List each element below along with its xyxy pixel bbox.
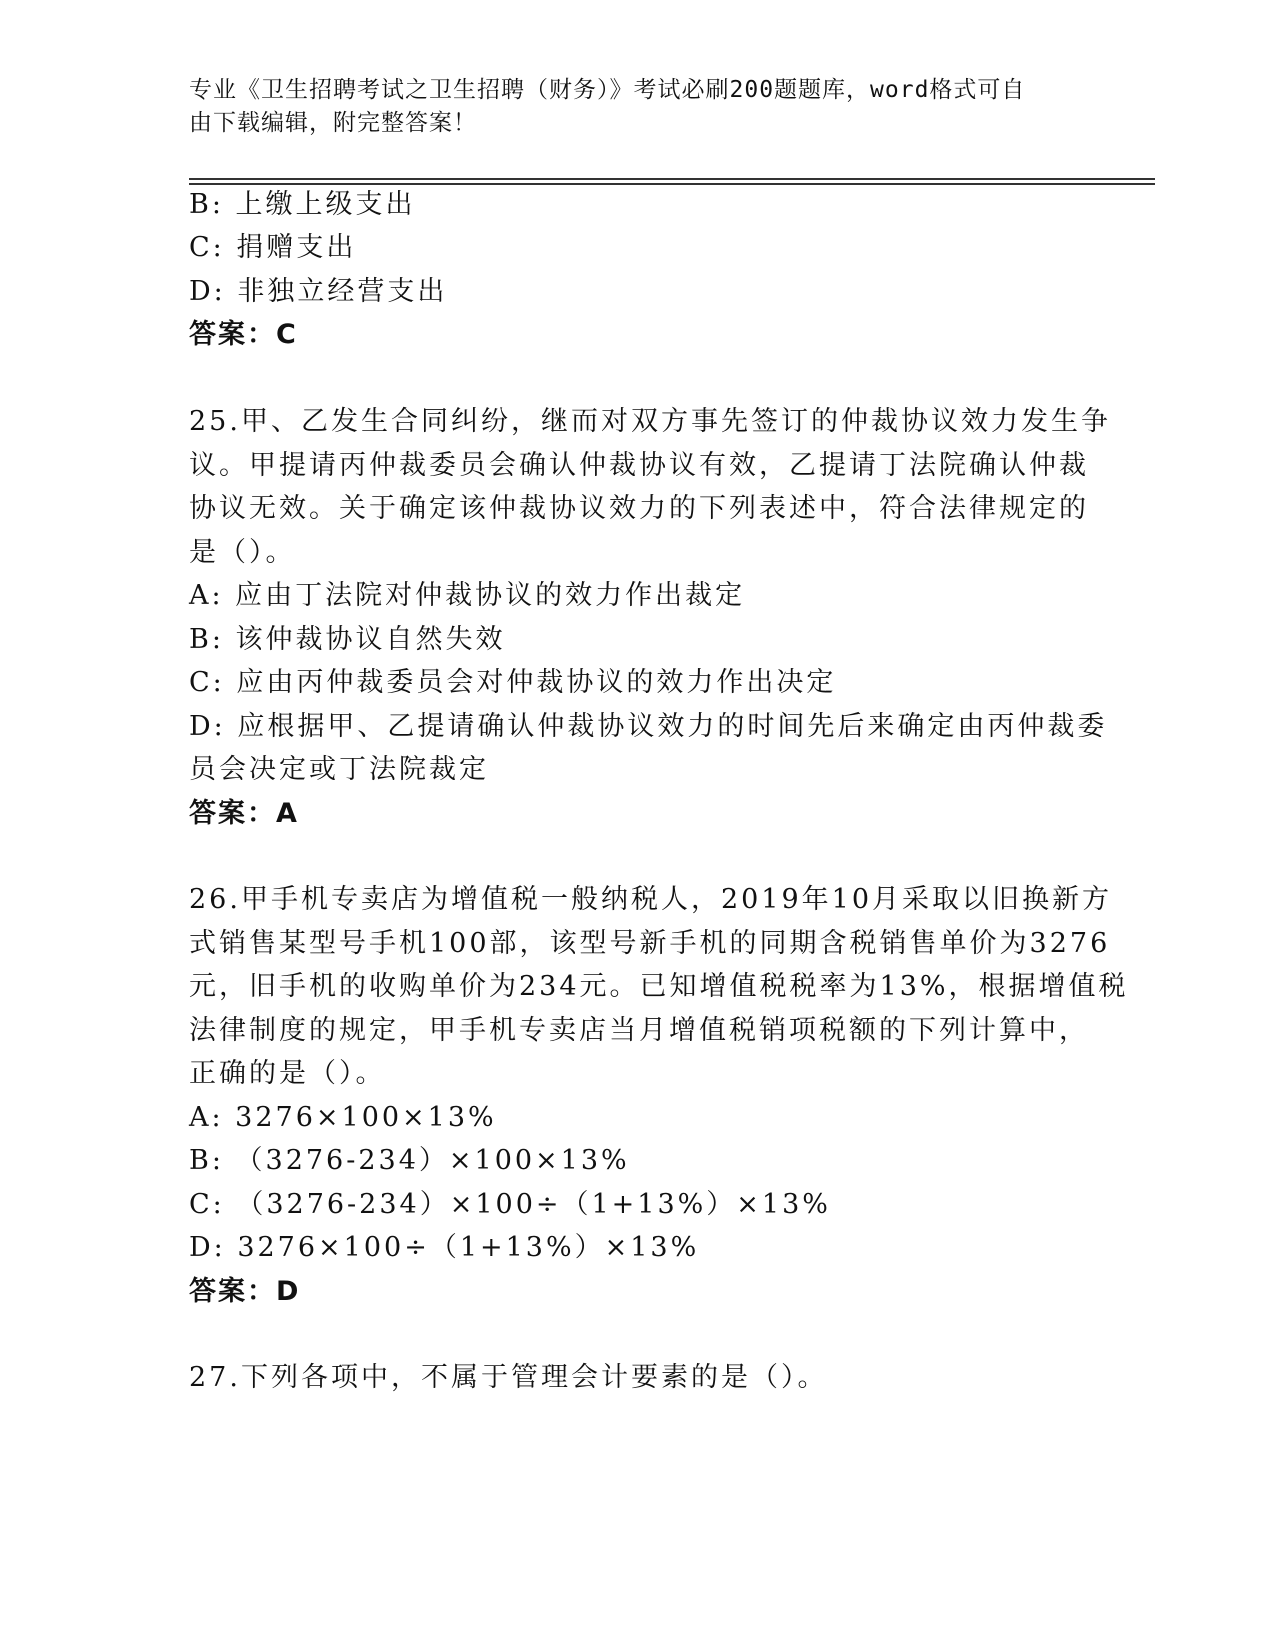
q24-option-b: B: 上缴上级支出	[189, 189, 416, 220]
q26-stem-line-5: 正确的是（）。	[189, 1058, 386, 1089]
q25-option-a: A: 应由丁法院对仲裁协议的效力作出裁定	[189, 580, 746, 611]
q26-option-d: D: 3276×100÷（1+13%）×13%	[189, 1232, 700, 1263]
q24-option-c: C: 捐赠支出	[189, 232, 357, 263]
q25-stem-line-3: 协议无效。关于确定该仲裁协议效力的下列表述中，符合法律规定的	[189, 493, 1089, 524]
q24-option-d: D: 非独立经营支出	[189, 276, 448, 307]
q26-answer: 答案：D	[189, 1276, 301, 1307]
q26-option-a: A: 3276×100×13%	[189, 1102, 497, 1133]
q25-option-c: C: 应由丙仲裁委员会对仲裁协议的效力作出决定	[189, 667, 837, 698]
q25-stem-line-1: 25.甲、乙发生合同纠纷，继而对双方事先签订的仲裁协议效力发生争	[189, 406, 1111, 437]
header-line-2: 由下载编辑，附完整答案！	[189, 110, 477, 136]
q25-stem-line-2: 议。甲提请丙仲裁委员会确认仲裁协议有效，乙提请丁法院确认仲裁	[189, 450, 1089, 481]
header-line-1: 专业《卫生招聘考试之卫生招聘（财务）》考试必刷200题题库，word格式可自	[189, 77, 1026, 103]
document-header	[189, 74, 1069, 140]
q25-option-b: B: 该仲裁协议自然失效	[189, 624, 506, 655]
q26-option-b: B: （3276-234）×100×13%	[189, 1145, 630, 1176]
q26-stem-line-3: 元，旧手机的收购单价为234元。已知增值税税率为13%，根据增值税	[189, 971, 1129, 1002]
q27-stem-line-1: 27.下列各项中，不属于管理会计要素的是（）。	[189, 1362, 828, 1393]
q25-stem-line-4: 是（）。	[189, 537, 296, 568]
q26-stem-line-2: 式销售某型号手机100部，该型号新手机的同期含税销售单价为3276	[189, 928, 1111, 959]
header-rule-thick	[189, 183, 1155, 185]
q25-option-d-line-2: 员会决定或丁法院裁定	[189, 754, 489, 785]
q25-answer: 答案：A	[189, 798, 299, 829]
q24-answer: 答案：C	[189, 319, 298, 350]
q26-option-c: C: （3276-234）×100÷（1+13%）×13%	[189, 1189, 831, 1220]
q26-stem-line-1: 26.甲手机专卖店为增值税一般纳税人，2019年10月采取以旧换新方	[189, 884, 1113, 915]
q26-stem-line-4: 法律制度的规定，甲手机专卖店当月增值税销项税额的下列计算中，	[189, 1015, 1089, 1046]
header-rule-thin	[189, 178, 1155, 180]
q25-option-d-line-1: D: 应根据甲、乙提请确认仲裁协议效力的时间先后来确定由丙仲裁委	[189, 711, 1108, 742]
